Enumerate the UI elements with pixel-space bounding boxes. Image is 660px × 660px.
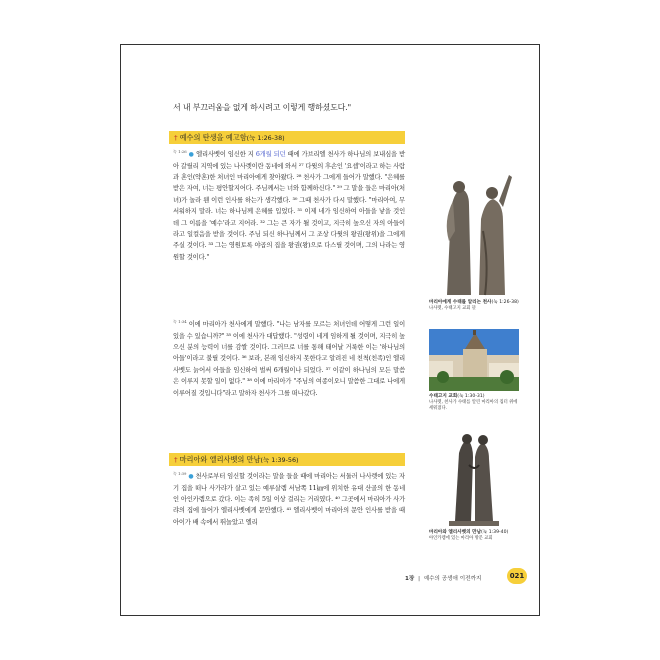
church-photo	[429, 329, 519, 391]
figure-caption-sub: 나사렛, 수태고지 교회 뜰	[429, 306, 476, 311]
highlight-text: 6개월 되던	[255, 151, 286, 159]
cross-icon: †	[174, 133, 178, 142]
paragraph-annunciation-1	[173, 146, 405, 263]
section-header-visitation	[169, 453, 405, 466]
paragraph-text: 이에 마리아가 천사에게 말했다. "나는 남자를 모르는 처녀인데 어떻게 그런 일이 있을 수 있습니까?" ³⁵ 이에 천사가 대답했다. "성령이 네게 임하게 될 것이며, 지극히 높으신 분의 능력이 너를 감쌀 것이다. 그러므로 너를 통해 태어날 거룩한 이는 '하나님의 아들'이라고 불릴 것이다. ³⁶ 보라, 본래 임신하지 못한다고 알려진 네 친척(친족)인 엘리사벳도 늙어서 아들을 임신하여 벌써 6개월이나 되었다. ³⁷ 이같이 하나님의 모든 말씀은 이루지 못할 일이 없다." ³⁸ 이에 마리아가 "주님의 여종이오니 말씀한 그대로 나에게 이루어질 것입니다"라고 말하자 천사가 그를 떠나갔다.	[173, 321, 406, 397]
figure-caption-title: 마리아에게 수태를 알리는 천사(눅 1:26-38)	[429, 300, 519, 305]
section-header-annunciation	[169, 131, 405, 144]
chapter-label: 1장	[405, 576, 415, 582]
section-title: 예수의 탄생을 예고함	[179, 133, 247, 142]
visitation-statue-image	[429, 431, 519, 527]
figure-caption-title: 수태고지 교회(눅 1:30-31)	[429, 394, 485, 399]
paragraph-text: 때에 가브리엘 천사가 하나님의 보내심을 받아 갈릴리 지역에 있는 나사렛이란 동네에 와서 ²⁷ 다윗의 후손인 '요셉'이라고 하는 사람과 혼인(약혼)한 처녀인 마리아에게 찾아왔다. ²⁸ 천사가 그에게 들어가 말했다. "은혜를 받은 자여, 너는 평안할지어다. 주님께서는 너와 함께하신다." ²⁹ 그 말을 들은 마리아(처녀)가 놀라 웬 이런 인사를 하는가 생각했다. ³⁰ 그때 천사가 다시 말했다. "마리아여, 무서워하지 말라. 너는 하나님께 은혜를 입었다. ³¹ 이제 네가 임신하여 아들을 낳을 것인데 그 이름을 '예수'라고 지어라. ³² 그는 큰 자가 될 것이고, 지극히 높으신 자의 아들이라고 일컬음을 받을 것이다. 주님 되신 하나님께서 그 조상 다윗의 왕권(왕위)을 그에게 주실 것이다. ³³ 그는 영원토록 야곱의 집을 왕권(왕)으로 다스릴 것이며, 그의 나라는 영원할 것이다."	[173, 151, 405, 261]
section-title: 마리아와 엘리사벳의 만남	[179, 455, 261, 464]
section-ref: (눅 1:39-56)	[260, 456, 299, 464]
page-footer	[405, 574, 481, 582]
intro-line: 서 내 부끄러움을 없게 하시려고 이렇게 행하셨도다."	[173, 103, 351, 112]
chapter-title: 예수의 공생애 이전까지	[423, 576, 482, 582]
book-page	[120, 44, 540, 616]
verse-ref: 눅 1:34	[173, 319, 187, 324]
figure-caption-sub: 나사렛, 천사가 수태를 알린 마리아의 집터 위에 세워졌다.	[429, 400, 518, 411]
figure-caption-title: 마리아와 엘리사벳의 만남(눅 1:39-40)	[429, 530, 509, 535]
statue-image	[429, 171, 519, 297]
verse-ref: 눅 1:39	[173, 471, 187, 476]
figure-caption-sub: 아인카렘에 있는 마리아 방문 교회	[429, 536, 493, 541]
footer-divider: |	[418, 576, 420, 582]
section-ref: (눅 1:26-38)	[246, 134, 285, 142]
paragraph-text: 천사로부터 임신할 것이라는 말을 들을 때에 마리아는 서둘러 나사렛에 있는 자기 집을 떠나 사가랴가 살고 있는 예루살렘 서남쪽 11㎞에 위치한 유대 산골의 한 동네인 아인카렘으로 갔다. 이는 족히 5일 이상 걸리는 거리였다. ⁴⁰ 그곳에서 마리아가 사가랴의 집에 들어가 엘리사벳에게 문안했다. ⁴¹ 엘리사벳이 마리아의 문안 인사를 받을 때 아이가 배 속에서 뛰놀았고 엘리	[173, 473, 405, 526]
verse-ref: 눅 1:26	[173, 149, 187, 154]
page-number: 021	[507, 568, 527, 584]
figure-annunciation-statue	[429, 171, 519, 312]
verse-dot-icon: ●	[188, 151, 194, 159]
figure-visitation-statue	[429, 431, 519, 542]
paragraph-visitation-1	[173, 468, 405, 528]
verse-dot-icon: ●	[188, 473, 194, 481]
paragraph-annunciation-2	[173, 316, 405, 399]
figure-annunciation-church	[429, 329, 519, 412]
paragraph-lead: 엘리사벳이 임신한 지	[196, 151, 256, 159]
cross-icon: †	[174, 455, 178, 464]
